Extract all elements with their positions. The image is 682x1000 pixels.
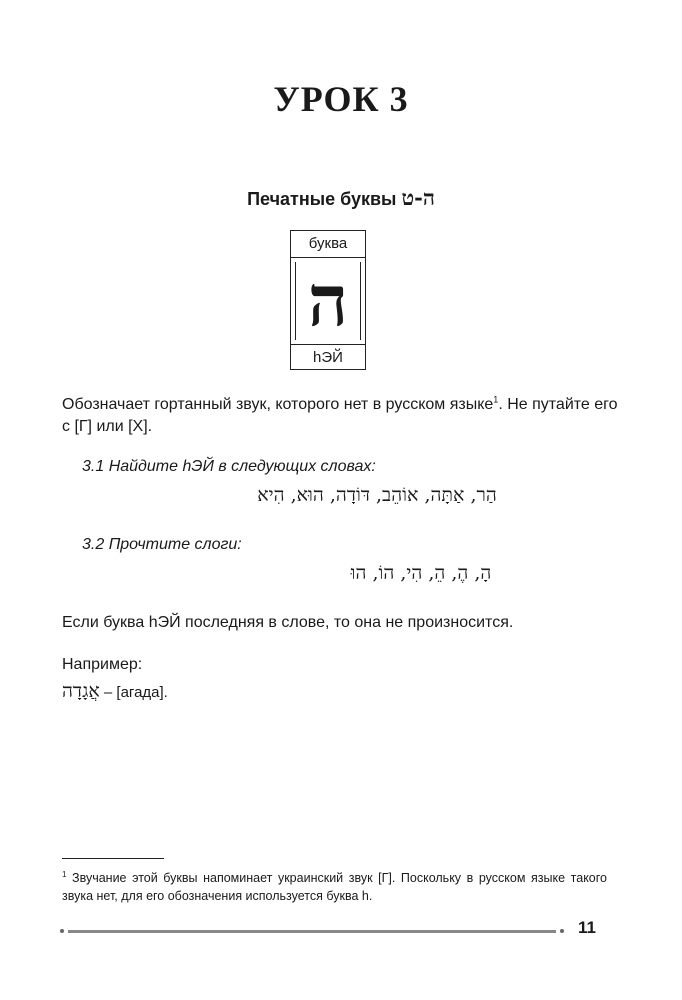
intro-paragraph xyxy=(62,394,622,438)
bottom-rule xyxy=(68,930,556,933)
section-title-letters: ה-ט xyxy=(401,185,435,210)
intro-text: Обозначает гортанный звук, которого нет в русском языке xyxy=(62,396,494,413)
letter-card-glyph-frame xyxy=(291,258,365,345)
section-title xyxy=(0,185,682,211)
intro-text-after: . Не путайте его с [Г] или [Х]. xyxy=(62,396,618,435)
exercise-1-label: 3.1 Найдите hЭЙ в следующих словах: xyxy=(82,458,376,475)
exercise-2-label: 3.2 Прочтите слоги: xyxy=(82,536,242,553)
section-title-text: Печатные буквы xyxy=(247,189,397,209)
example-label: Например: xyxy=(62,656,143,673)
letter-card-top-label: буква xyxy=(291,231,365,258)
footnote-text: Звучание этой буквы напоминает украинский звук [Г]. Поскольку в русском языке такого звука нет, для его обозначения используется буква h. xyxy=(62,871,607,904)
footnote-ref: 1 xyxy=(493,394,499,405)
lesson-title: УРОК 3 xyxy=(273,79,409,119)
footnote-number: 1 xyxy=(62,870,67,879)
exercise-1-hebrew: הַר, אַתָּה, אוֹהֵב, דּוֹדָה, הוּא, הִיא xyxy=(257,484,497,506)
exercise-2-hebrew: הָ, הֶ, הֵ, הִי, הוֹ, הוּ xyxy=(350,562,492,584)
footnote-divider xyxy=(62,858,164,859)
example-hebrew: אֲגָדָה xyxy=(62,680,100,702)
letter-card xyxy=(290,230,366,370)
rule-paragraph: Если буква hЭЙ последняя в слове, то она не произносится. xyxy=(62,614,514,631)
example-row xyxy=(62,680,168,703)
footnote xyxy=(62,866,607,905)
bottom-rule-dot-right xyxy=(560,929,564,933)
example-translation: – [агада]. xyxy=(99,684,168,701)
letter-card-glyph: ה xyxy=(295,262,361,340)
page-number: 11 xyxy=(578,918,596,937)
bottom-rule-dot-left xyxy=(60,929,64,933)
letter-card-bottom-label: hЭЙ xyxy=(313,349,343,366)
